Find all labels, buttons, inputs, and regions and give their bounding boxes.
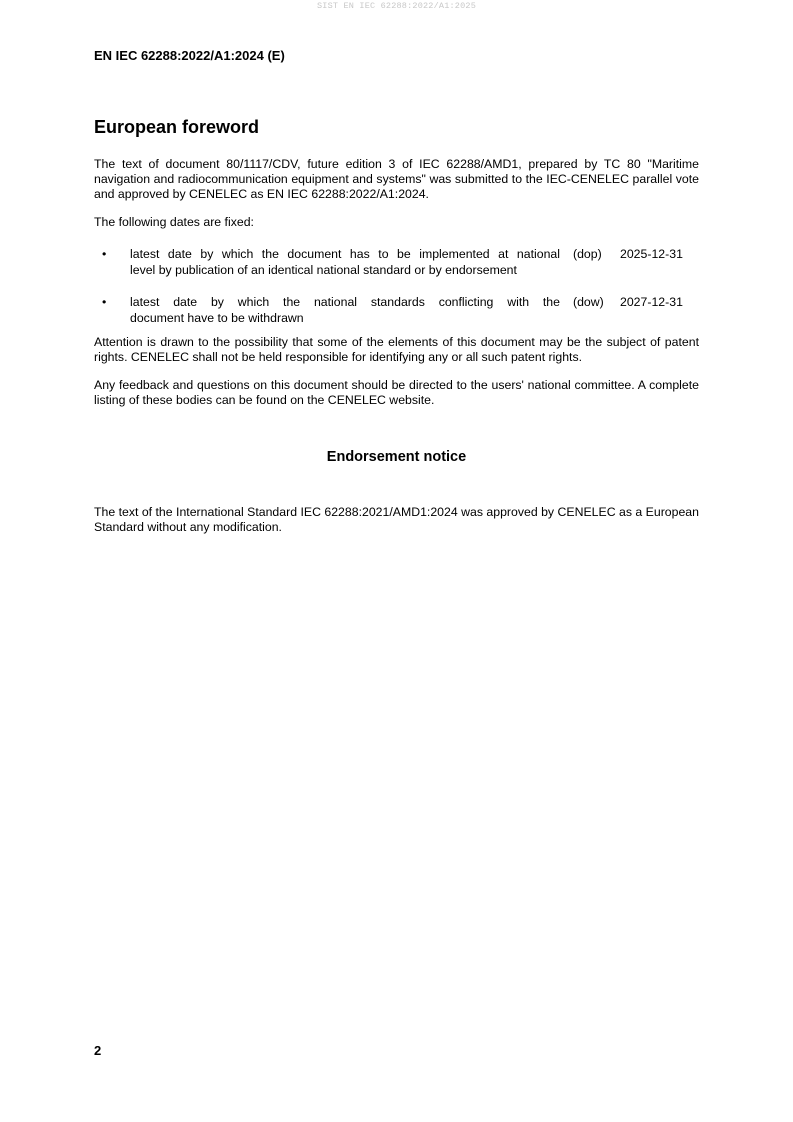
date-description-line-2: level by publication of an identical national standard or by endorsement	[130, 263, 517, 277]
page-content	[94, 116, 699, 548]
page-number: 2	[94, 1043, 102, 1058]
document-identifier: EN IEC 62288:2022/A1:2024 (E)	[94, 48, 285, 63]
bullet: •	[102, 295, 107, 309]
date-description	[130, 246, 560, 278]
bullet: •	[102, 247, 107, 261]
date-item-dow	[94, 294, 699, 328]
date-description-line-2: document have to be withdrawn	[130, 311, 304, 325]
date-description	[130, 294, 560, 326]
feedback-notice: Any feedback and questions on this document should be directed to the users' national committee. A complete listing of these bodies can be found on the CENELEC website.	[94, 378, 699, 407]
endorsement-title: Endorsement notice	[326, 449, 467, 465]
endorsement-text: The text of the International Standard IEC 62288:2021/AMD1:2024 was approved by CENELEC as a European Standard without any modification.	[94, 505, 699, 534]
date-value: 2025-12-31	[620, 247, 683, 261]
foreword-paragraph: The text of document 80/1117/CDV, future edition 3 of IEC 62288/AMD1, prepared by TC 80 "Maritime navigation and radiocommunication equipment and systems" was submitted to the IEC-CENELEC parallel vote and approved by CENELEC as EN IEC 62288:2022/A1:2024.	[94, 157, 699, 201]
date-abbreviation: (dop)	[573, 247, 602, 261]
patent-notice: Attention is drawn to the possibility that some of the elements of this document may be the subject of patent rights. CENELEC shall not be held responsible for identifying any or all such patent rights.	[94, 335, 699, 364]
date-description-line-1: latest date by which the national standards conflicting with the	[130, 295, 560, 309]
dates-intro: The following dates are fixed:	[94, 215, 254, 229]
date-item-dop	[94, 246, 699, 280]
date-abbreviation: (dow)	[573, 295, 604, 309]
foreword-title: European foreword	[94, 117, 260, 137]
watermark: SIST EN IEC 62288:2022/A1:2025	[316, 1, 477, 11]
date-description-line-1: latest date by which the document has to be implemented at national	[130, 247, 560, 261]
date-value: 2027-12-31	[620, 295, 683, 309]
